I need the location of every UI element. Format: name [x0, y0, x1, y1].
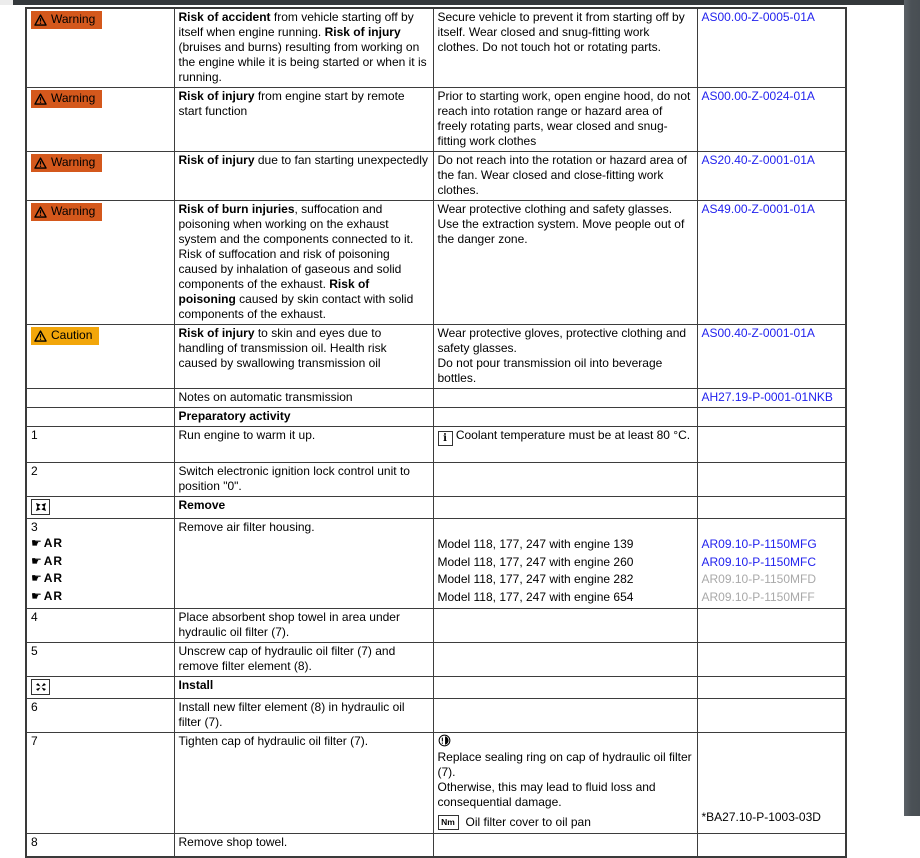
table-row: [26, 152, 846, 201]
torque-line: [438, 813, 693, 831]
document-code-cell: [697, 519, 846, 609]
document-code-link[interactable]: AR09.10-P-1150MFC: [701, 554, 816, 569]
info-cell: Secure vehicle to prevent it from starting off by itself. Wear closed and snug-fitting work clothes. Do not touch hot or rotating parts.: [433, 8, 697, 88]
risk-text: from engine start by remote start function: [178, 89, 405, 118]
info-cell: [433, 325, 697, 389]
pointer-hand-icon: ☛: [31, 536, 42, 550]
step-text-cell: Run engine to warm it up.: [174, 427, 433, 463]
description-cell: [174, 88, 433, 152]
section-icon-cell: [26, 497, 174, 519]
warning-badge: [31, 11, 102, 29]
risk-text: caused by skin contact with solid components of the exhaust.: [178, 292, 414, 321]
info-text: Wear protective gloves, protective clothing and safety glasses.: [437, 326, 687, 355]
table-row: [26, 325, 846, 389]
note-icon: [438, 734, 693, 750]
description-cell: [174, 152, 433, 201]
table-row: [26, 463, 846, 497]
model-variants-cell: [433, 519, 697, 609]
empty-cell: [697, 408, 846, 427]
table-row: [26, 834, 846, 857]
right-edge-band: [904, 0, 920, 816]
risk-text: Risk of injury: [178, 153, 255, 167]
procedure-table: [25, 7, 847, 858]
table-row: [26, 497, 846, 519]
table-row: [26, 519, 846, 609]
document-code-link[interactable]: AS00.00-Z-0005-01A: [701, 10, 815, 24]
warning-triangle-icon: [34, 157, 47, 169]
step-number: 3: [31, 520, 38, 534]
hazard-cell: [26, 201, 174, 325]
empty-cell: [697, 497, 846, 519]
risk-text: Risk of burn injuries: [178, 202, 295, 216]
pointer-hand-icon: ☛: [31, 588, 42, 603]
hazard-cell: [26, 325, 174, 389]
model-variant: Model 118, 177, 247 with engine 139: [437, 537, 634, 551]
ar-link-line[interactable]: [31, 570, 170, 588]
note-text: Otherwise, this may lead to fluid loss and consequential damage.: [437, 780, 656, 809]
description-cell: Notes on automatic transmission: [174, 389, 433, 408]
document-code-link[interactable]: AS20.40-Z-0001-01A: [701, 153, 815, 167]
empty-cell: [433, 834, 697, 857]
empty-cell: [433, 699, 697, 733]
info-cell: Prior to starting work, open engine hood, do not reach into rotation range or hazard area of freely rotating parts, wear closed and snug-fitting work clothes: [433, 88, 697, 152]
step-number-cell: 2: [26, 463, 174, 497]
risk-text: Risk of poisoning: [178, 277, 370, 306]
section-heading-cell: [174, 408, 433, 427]
nm-torque-icon: Nm: [438, 815, 459, 830]
pointer-hand-icon: ☛: [31, 553, 42, 568]
ar-label: AR: [43, 588, 64, 603]
step-number-cell: [26, 519, 174, 609]
document-code-inactive: AR09.10-P-1150MFD: [701, 572, 816, 586]
section-heading-cell: [174, 497, 433, 519]
step-number-cell: 6: [26, 699, 174, 733]
step-number-cell: 7: [26, 733, 174, 834]
description-cell: [174, 325, 433, 389]
table-row: [26, 427, 846, 463]
document-code-link[interactable]: AH27.19-P-0001-01NKB: [701, 390, 833, 404]
spacer: [702, 520, 842, 536]
empty-cell: [433, 408, 697, 427]
warning-triangle-icon: [34, 14, 47, 26]
warning-badge: [31, 203, 102, 221]
table-row: [26, 699, 846, 733]
pointer-hand-icon: ☛: [31, 571, 42, 585]
model-variant: Model 118, 177, 247 with engine 282: [437, 572, 634, 586]
step-text-cell: Tighten cap of hydraulic oil filter (7).: [174, 733, 433, 834]
table-row: [26, 643, 846, 677]
info-cell: Do not reach into the rotation or hazard area of the fan. Wear closed and close-fitting work clothes.: [433, 152, 697, 201]
step-text-cell: Switch electronic ignition lock control unit to position "0".: [174, 463, 433, 497]
step-text-cell: Unscrew cap of hydraulic oil filter (7) and remove filter element (8).: [174, 643, 433, 677]
risk-text: to skin and eyes due to handling of transmission oil. Health risk caused by swallowing transmission oil: [178, 326, 387, 370]
step-text-cell: Place absorbent shop towel in area under hydraulic oil filter (7).: [174, 609, 433, 643]
empty-cell: [433, 463, 697, 497]
document-code-cell: [697, 8, 846, 88]
empty-cell: [697, 677, 846, 699]
model-variant: Model 118, 177, 247 with engine 654: [437, 589, 634, 604]
step-number-cell: 1: [26, 427, 174, 463]
step-text-cell: Remove air filter housing.: [174, 519, 433, 609]
empty-cell: [697, 643, 846, 677]
document-code-cell: [697, 389, 846, 408]
install-arrows-icon: [31, 679, 50, 695]
risk-text: (bruises and burns) resulting from working on the engine while it is being started or when it is running.: [178, 40, 427, 84]
ar-label: AR: [43, 536, 64, 550]
torque-text: Oil filter cover to oil pan: [465, 814, 591, 829]
section-heading: Remove: [178, 498, 226, 512]
risk-text: Risk of accident: [178, 10, 271, 24]
empty-cell: [697, 834, 846, 857]
remove-arrows-icon: [31, 499, 50, 515]
empty-cell: [433, 609, 697, 643]
document-code-link[interactable]: AS00.00-Z-0024-01A: [701, 89, 815, 103]
table-row: [26, 677, 846, 699]
table-row: [26, 609, 846, 643]
caution-badge: [31, 327, 99, 345]
empty-cell: [26, 389, 174, 408]
step-number-cell: 5: [26, 643, 174, 677]
document-code-cell: [697, 733, 846, 834]
risk-text: Risk of injury: [178, 326, 255, 340]
info-text: Coolant temperature must be at least 80 °C.: [455, 428, 691, 442]
warning-label: Warning: [51, 155, 96, 169]
empty-cell: [697, 609, 846, 643]
hazard-cell: [26, 152, 174, 201]
warning-badge: [31, 90, 102, 108]
step-text-cell: Install new filter element (8) in hydraulic oil filter (7).: [174, 699, 433, 733]
note-text: Replace sealing ring on cap of hydraulic oil filter (7).: [437, 750, 692, 779]
description-cell: [174, 201, 433, 325]
empty-cell: [697, 427, 846, 463]
warning-badge: [31, 154, 102, 172]
corner-gap: [0, 0, 13, 5]
step-number-cell: 8: [26, 834, 174, 857]
table-row: [26, 201, 846, 325]
table-row: [26, 8, 846, 88]
warning-triangle-icon: [34, 93, 47, 105]
warning-triangle-icon: [34, 206, 47, 218]
empty-cell: [433, 389, 697, 408]
document-code-link[interactable]: AS00.40-Z-0001-01A: [701, 326, 815, 340]
section-heading-cell: [174, 677, 433, 699]
step-number-cell: 4: [26, 609, 174, 643]
ar-label: AR: [43, 553, 64, 568]
document-code-cell: [697, 201, 846, 325]
empty-cell: [26, 408, 174, 427]
empty-cell: [433, 643, 697, 677]
risk-text: from vehicle starting off by itself when engine running.: [178, 10, 414, 39]
section-heading: Preparatory activity: [178, 409, 291, 423]
document-code-link[interactable]: AR09.10-P-1150MFG: [701, 537, 817, 551]
info-text: Do not pour transmission oil into beverage bottles.: [437, 356, 663, 385]
ar-link-line[interactable]: [31, 553, 170, 571]
document-code-link[interactable]: AS49.00-Z-0001-01A: [701, 202, 815, 216]
hazard-cell: [26, 88, 174, 152]
risk-text: Risk of injury: [178, 89, 255, 103]
table-row: [26, 408, 846, 427]
document-code-inactive: AR09.10-P-1150MFF: [701, 589, 815, 604]
empty-cell: [697, 699, 846, 733]
table-row: [26, 733, 846, 834]
document-code-cell: [697, 325, 846, 389]
description-cell: [174, 8, 433, 88]
document-code-cell: [697, 152, 846, 201]
table-row: [26, 88, 846, 152]
note-cell: [433, 733, 697, 834]
warning-triangle-icon: [34, 330, 47, 342]
warning-label: Warning: [51, 204, 96, 218]
empty-cell: [433, 497, 697, 519]
risk-text: Risk of injury: [324, 25, 401, 39]
spacer: [438, 520, 693, 536]
table-row: [26, 389, 846, 408]
model-variant: Model 118, 177, 247 with engine 260: [437, 554, 634, 569]
empty-cell: [697, 463, 846, 497]
ar-label: AR: [43, 571, 64, 585]
empty-cell: [433, 677, 697, 699]
hazard-cell: [26, 8, 174, 88]
risk-text: due to fan starting unexpectedly: [254, 153, 428, 167]
section-icon-cell: [26, 677, 174, 699]
step-text-cell: Remove shop towel.: [174, 834, 433, 857]
ar-link-line[interactable]: [31, 588, 170, 606]
ar-link-line[interactable]: [31, 535, 170, 553]
document-code-cell: [697, 88, 846, 152]
torque-code: *BA27.10-P-1003-03D: [701, 810, 821, 824]
warning-label: Warning: [51, 12, 96, 26]
risk-text: , suffocation and poisoning when working on the exhaust system and the components connected to it. Risk of suffocation and risk of poisoning caused by inhalation of gaseous and solid components of the exhaust.: [178, 202, 414, 291]
top-edge-band: [13, 0, 920, 5]
info-cell: [433, 427, 697, 463]
warning-label: Warning: [51, 91, 96, 105]
section-heading: Install: [178, 678, 214, 692]
info-cell: Wear protective clothing and safety glasses. Use the extraction system. Move people out of the danger zone.: [433, 201, 697, 325]
info-icon: i: [438, 431, 453, 446]
caution-label: Caution: [51, 328, 93, 342]
